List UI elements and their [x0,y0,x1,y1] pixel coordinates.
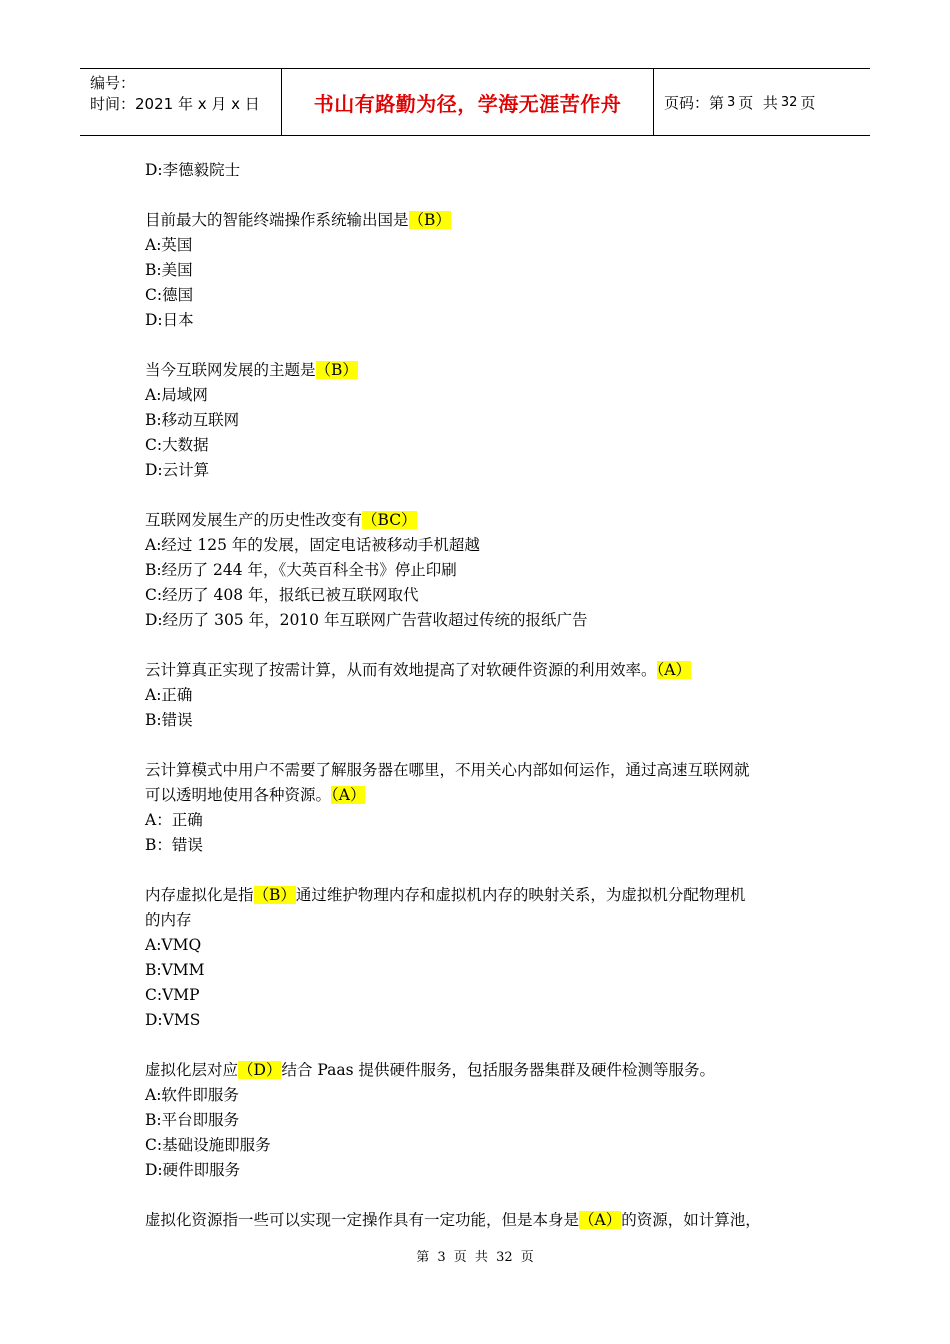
stem-text: 云计算真正实现了按需计算，从而有效地提高了对软硬件资源的利用效率。 [145,661,657,679]
question-2 [145,358,825,483]
option: D:日本 [145,311,194,329]
option: A:局域网 [145,386,208,404]
header-page-number [654,69,870,135]
page-footer [0,1246,950,1265]
number-label: 编号： [90,74,136,92]
question-7 [145,1058,825,1183]
option: A:软件即服务 [145,1086,239,1104]
page-current: 3 [727,94,736,110]
question-stem [145,1058,825,1083]
option: C:VMP [145,986,200,1004]
option: C:基础设施即服务 [145,1136,271,1154]
document-body [145,158,825,1233]
answer-highlight: （B） [315,361,358,379]
time-label: 时间：2021 年 x 月 x 日 [90,95,260,113]
option: B:移动互联网 [145,411,240,429]
option: A:VMQ [145,936,202,954]
question-3 [145,508,825,633]
stem-text: 可以透明地使用各种资源。 [145,786,332,804]
question-1 [145,208,825,333]
answer-highlight: （A） [579,1211,622,1229]
stem-text: 当今互联网发展的主题是 [145,361,316,379]
stem-text: 目前最大的智能终端操作系统输出国是 [145,211,409,229]
stem-text: 内存虚拟化是指 [145,886,254,904]
option: B:平台即服务 [145,1111,240,1129]
question-stem [145,208,825,233]
header-meta [80,69,281,135]
option: C:大数据 [145,436,209,454]
stem-text: 互联网发展生产的历史性改变有 [145,511,363,529]
answer-highlight: （B） [408,211,451,229]
question-stem-line-1 [145,883,825,908]
question-6 [145,883,825,1033]
question-stem-line-1: 云计算模式中用户不需要了解服务器在哪里，不用关心内部如何运作，通过高速互联网就 [145,761,750,779]
option: A：正确 [145,811,203,829]
footer-mid: 页 共 [453,1250,488,1265]
footer-prefix: 第 [416,1250,430,1265]
page-suffix: 页 [800,93,816,112]
option: D:云计算 [145,461,210,479]
stem-text: 通过维护物理内存和虚拟机内存的映射关系，为虚拟机分配物理机 [295,886,746,904]
question-stem [145,1208,825,1233]
question-stem-line-2: 的内存 [145,911,192,929]
answer-highlight: （D） [238,1061,282,1079]
option: D:VMS [145,1011,201,1029]
question-8 [145,1208,825,1233]
header-motto: 书山有路勤为径，学海无涯苦作舟 [281,69,654,135]
footer-total: 32 [496,1250,513,1265]
option: A:正确 [145,686,193,704]
answer-highlight: （B） [253,886,296,904]
stem-text: 虚拟化层对应 [145,1061,239,1079]
question-stem [145,508,825,533]
page-prefix: 页码：第 [664,93,725,112]
page-total: 32 [780,94,798,110]
page-mid: 页 共 [738,93,778,112]
option: B:VMM [145,961,205,979]
option: B:错误 [145,711,193,729]
answer-highlight: （A） [656,661,691,679]
option: A:经过 125 年的发展，固定电话被移动手机超越 [145,536,480,554]
footer-current: 3 [437,1250,446,1265]
answer-highlight: （A） [331,786,366,804]
footer-suffix: 页 [520,1250,534,1265]
question-4 [145,658,825,733]
option: D:经历了 305 年，2010 年互联网广告营收超过传统的报纸广告 [145,611,588,629]
option: B:经历了 244 年，《大英百科全书》停止印刷 [145,561,457,579]
stem-text: 的资源，如计算池， [621,1211,761,1229]
option: D:硬件即服务 [145,1161,241,1179]
question-stem [145,658,825,683]
question-5 [145,758,825,858]
option: B：错误 [145,836,203,854]
previous-question-tail [145,158,825,183]
option: D:李德毅院士 [145,161,241,179]
option: C:经历了 408 年，报纸已被互联网取代 [145,586,419,604]
option: A:英国 [145,236,193,254]
option: B:美国 [145,261,193,279]
stem-text: 虚拟化资源指一些可以实现一定操作具有一定功能，但是本身是 [145,1211,580,1229]
page-header [80,68,870,136]
stem-text: 结合 Paas 提供硬件服务，包括服务器集群及硬件检测等服务。 [281,1061,715,1079]
question-stem-line-2 [145,783,825,808]
option: C:德国 [145,286,194,304]
answer-highlight: （BC） [362,511,417,529]
question-stem [145,358,825,383]
